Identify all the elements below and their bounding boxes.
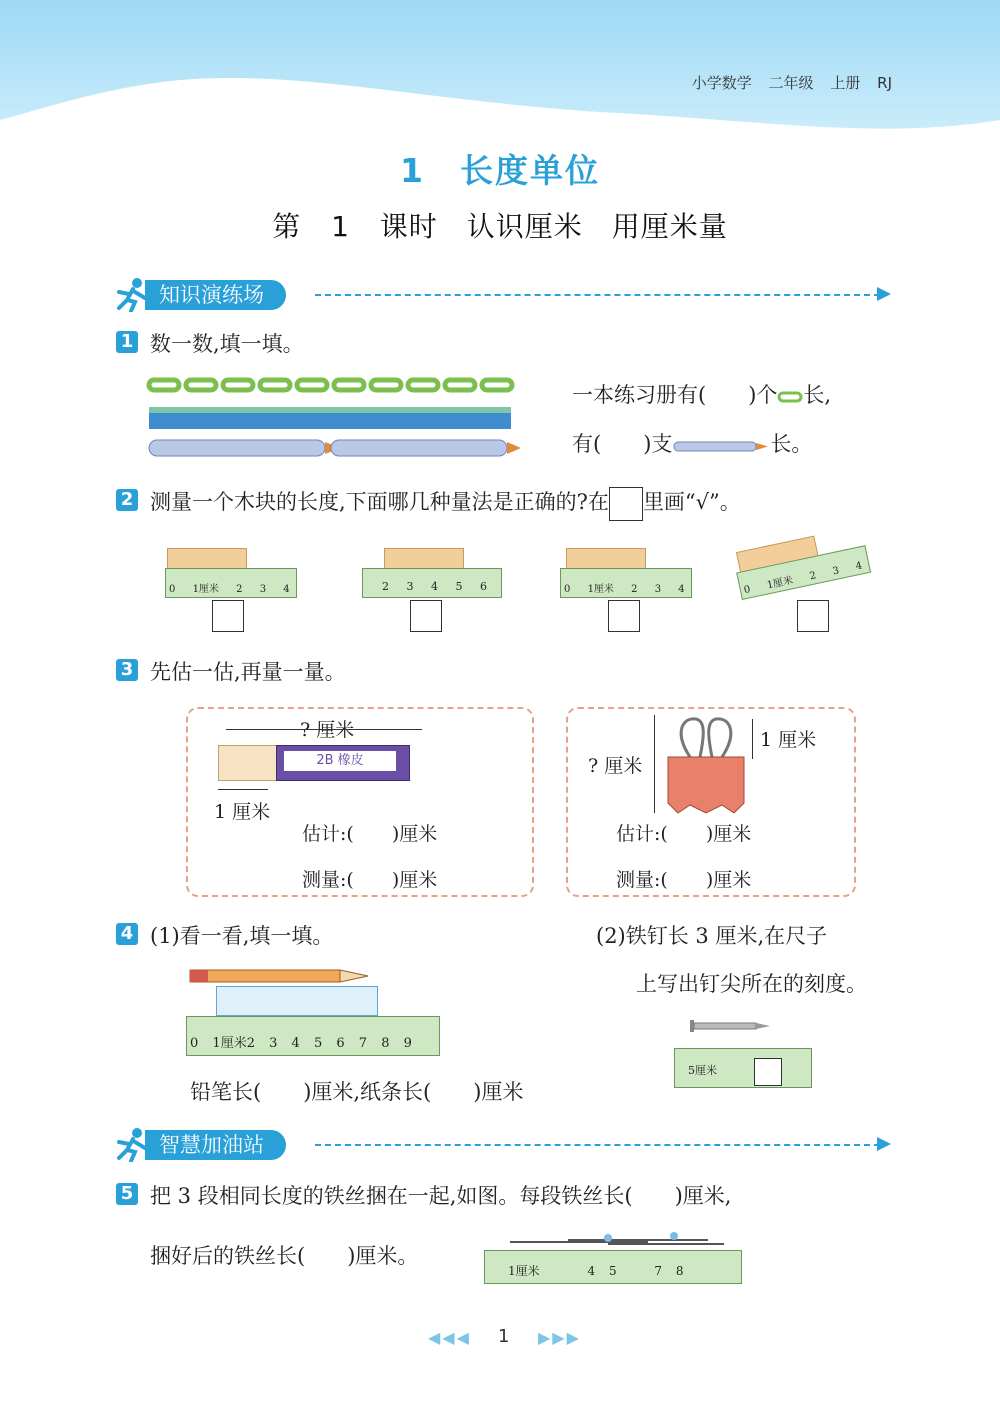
estimate-box-clip <box>566 707 856 897</box>
question-text-line-1[interactable]: 把 3 段相同长度的铁丝捆在一起,如图。每段铁丝长( )厘米, <box>150 1184 732 1208</box>
header-wave <box>0 0 1000 140</box>
question-number: 2 <box>116 489 138 511</box>
section-title: 智慧加油站 <box>145 1130 286 1160</box>
unit-line <box>752 719 753 759</box>
part1-prompt: (1)看一看,填一填。 <box>150 924 334 948</box>
estimate-box-eraser <box>186 707 534 897</box>
page-number: 1 <box>498 1326 510 1347</box>
paper-strip <box>216 986 378 1016</box>
lesson-title: 第 1 课时 认识厘米 用厘米量 <box>272 210 728 243</box>
ruler-ticks: 0 1厘米 2 3 4 <box>743 560 864 597</box>
subject: 小学数学 <box>691 74 752 92</box>
section-challenge <box>115 1126 895 1162</box>
ruler-label: 5厘米 <box>688 1064 717 1077</box>
arrow-right-icon <box>877 1137 891 1151</box>
estimate-answer[interactable]: 估计:( )厘米 <box>616 823 752 845</box>
book-info <box>692 72 892 93</box>
pen-icon <box>672 439 770 453</box>
answer-box-sample <box>609 487 643 521</box>
volume: 上册 <box>830 74 861 92</box>
part2-prompt-a: (2)铁钉长 3 厘米,在尺子 <box>596 924 828 948</box>
unit-title: 1 长度单位 <box>400 151 600 190</box>
section-divider <box>315 1144 880 1146</box>
answer-line[interactable]: 铅笔长( )厘米,纸条长( )厘米 <box>190 1080 524 1104</box>
pencil-ruler-figure <box>186 962 446 1062</box>
answer-checkbox-4[interactable] <box>797 600 829 632</box>
nail-ruler-figure <box>674 1016 814 1088</box>
wood-block <box>384 548 464 570</box>
paperclip-icon <box>777 391 803 403</box>
answer-checkbox-1[interactable] <box>212 600 244 632</box>
measure-label: ? 厘米 <box>296 715 358 742</box>
ruler-ticks: 0 1厘米 2 3 4 <box>564 584 685 595</box>
measure-answer[interactable]: 测量:( )厘米 <box>302 869 438 891</box>
ruler-option-1 <box>165 548 300 598</box>
prev-arrows-icon: ◀◀◀ <box>428 1328 471 1347</box>
bundled-wires <box>508 1230 728 1248</box>
next-arrows-icon: ▶▶▶ <box>538 1328 581 1347</box>
ruler-option-4 <box>730 513 875 600</box>
question-prompt: 先估一估,再量一量。 <box>150 660 346 684</box>
unit-label: 1 厘米 <box>760 729 817 751</box>
section-title: 知识演练场 <box>145 280 286 310</box>
answer-box-nail-tip[interactable] <box>754 1058 782 1086</box>
measure-answer[interactable]: 测量:( )厘米 <box>616 869 752 891</box>
section-practice <box>115 276 895 312</box>
ruler-ticks: 2 3 4 5 6 <box>382 580 487 593</box>
wood-block <box>566 548 646 570</box>
eraser-end <box>218 745 278 781</box>
ruler-ticks: 1厘米 4 5 7 8 <box>508 1264 684 1278</box>
clips-book-pens-illustration <box>145 372 525 467</box>
pencil <box>186 966 376 986</box>
part2-prompt-b: 上写出钉尖所在的刻度。 <box>636 972 867 996</box>
answer-checkbox-3[interactable] <box>608 600 640 632</box>
wood-block <box>167 548 247 570</box>
measure-line <box>654 715 655 813</box>
question-number: 5 <box>116 1183 138 1205</box>
wire-ruler-figure <box>484 1230 744 1286</box>
question-number: 1 <box>116 331 138 353</box>
question-text-line-2[interactable]: 捆好后的铁丝长( )厘米。 <box>150 1244 419 1268</box>
question-number: 4 <box>116 923 138 945</box>
eraser-label: 2B 橡皮 <box>284 751 396 771</box>
answer-checkbox-2[interactable] <box>410 600 442 632</box>
answer-line-2: 有( )支 长。 <box>572 432 813 456</box>
unit-label: 1 厘米 <box>214 801 271 823</box>
binder-clip <box>664 713 748 815</box>
estimate-answer[interactable]: 估计:( )厘米 <box>302 823 438 845</box>
measure-line <box>226 729 422 730</box>
unit-line <box>218 789 268 790</box>
edition: RJ <box>877 74 892 92</box>
grade: 二年级 <box>768 74 814 92</box>
ruler-option-3 <box>560 548 695 598</box>
ruler-ticks: 0 1厘米 2 3 4 <box>169 584 290 595</box>
question-prompt: 数一数,填一填。 <box>150 332 304 356</box>
question-number: 3 <box>116 659 138 681</box>
arrow-right-icon <box>877 287 891 301</box>
section-divider <box>315 294 880 296</box>
question-prompt: 测量一个木块的长度,下面哪几种量法是正确的?在 里画“√”。 <box>150 486 741 521</box>
ruler-option-2 <box>362 548 502 598</box>
answer-line-1: 一本练习册有( )个 长, <box>572 383 832 407</box>
measure-label: ? 厘米 <box>588 755 643 777</box>
ruler-ticks: 0 1厘米2 3 4 5 6 7 8 9 <box>190 1036 412 1051</box>
nail <box>688 1018 772 1034</box>
